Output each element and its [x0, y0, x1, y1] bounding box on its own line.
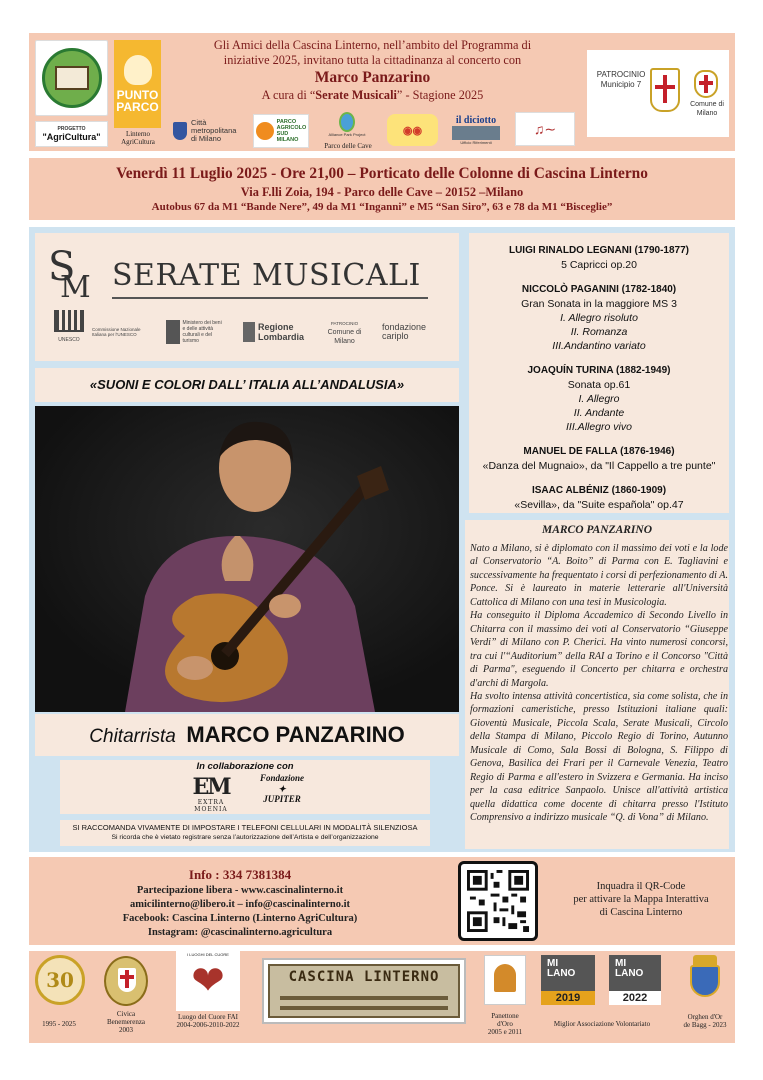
- milano-award-2022: [609, 955, 661, 1005]
- fondazione-label: Fondazione: [259, 773, 304, 783]
- metropolitana-label: Città metropolitana di Milano: [191, 118, 237, 143]
- civica-crest-cross-h: [120, 975, 134, 979]
- ildiciotto-label: il diciotto: [455, 115, 497, 126]
- footer-caption-6: Orghen d'Or de Bagg - 2023: [683, 1013, 727, 1030]
- extra-moenia-logo: [180, 775, 242, 811]
- ildiciotto-sub: Ufficio Riferimenti: [460, 140, 492, 145]
- event-band: [29, 158, 735, 220]
- program-composer: MANUEL DE FALLA (1876-1946): [523, 446, 675, 457]
- info-line-3[interactable]: Facebook: Cascina Linterno (Linterno AgriCultura): [122, 913, 358, 924]
- header-line-2: iniziative 2025, invitano tutta la cittadinanza al concerto con: [223, 53, 522, 67]
- program-movement: III.Andantino variato: [552, 340, 646, 352]
- info-text: [40, 866, 440, 940]
- milano-award-2019-year: 2019: [541, 991, 595, 1005]
- agricultura-logo: [35, 121, 108, 147]
- serate-m-glyph: M: [60, 270, 91, 305]
- em-glyph: EM: [192, 774, 230, 800]
- program-movement: II. Romanza: [570, 326, 628, 338]
- drop-icon: [339, 112, 355, 132]
- sponsor-lombardia: Regione Lombardia: [243, 322, 307, 342]
- tree-icon: [124, 55, 152, 85]
- fai-top-label: I LUOGHI DEL CUORE: [187, 952, 229, 957]
- unesco-icon: [54, 310, 84, 332]
- qr-code-icon: [467, 870, 529, 932]
- concert-title-box: [35, 368, 459, 402]
- event-line-2: Via F.lli Zoia, 194 - Parco delle Cave – 20152 –Milano: [240, 185, 524, 199]
- alliance-label: Alliance Park Project: [328, 132, 366, 137]
- info-line-1: Partecipazione libera - www.cascinalinterno.it: [136, 885, 344, 896]
- milano-award-2022-label: MI LANO: [615, 958, 644, 979]
- info-phone: Info : 334 7381384: [188, 867, 292, 882]
- collab-label: In collaborazione con: [196, 761, 294, 772]
- qr-code[interactable]: [458, 861, 538, 941]
- serate-sm-logo: [48, 244, 92, 305]
- jupiter-logo: [252, 772, 312, 805]
- civica-crest-cross-v: [125, 970, 129, 988]
- punto-parco-logo: [114, 40, 161, 128]
- program-work: «Danza del Mugnaio», da "Il Cappello a tre punte": [482, 460, 716, 472]
- ape-icon: ◉◉: [402, 124, 423, 137]
- serate-sponsors: [92, 312, 442, 352]
- program-work: Gran Sonata in la maggiore MS 3: [521, 298, 677, 310]
- cascina-sign-lines-2: [280, 1006, 448, 1010]
- municipio-crest-bar: [655, 85, 675, 89]
- amici-logo-emblem: [42, 48, 102, 108]
- program-item-albeniz: [469, 484, 729, 512]
- program-movement: III.Allegro vivo: [566, 421, 632, 433]
- program-work: «Sevilla», da "Suite española" op.47: [514, 499, 684, 511]
- metropolitana-logo: [170, 114, 250, 148]
- sponsor-ministero: Ministero dei beni e delle attività culturali e del turismo: [166, 320, 226, 344]
- parco-cave-caption: Parco delle Cave: [324, 142, 372, 150]
- cascina-sign-lines: [280, 996, 448, 1000]
- serate-title: SERATE MUSICALI: [112, 258, 421, 293]
- musica-logo: [515, 112, 575, 146]
- program: [469, 244, 729, 512]
- sponsor-milano: [325, 319, 365, 346]
- program-item-turina: [469, 364, 729, 434]
- orghen-shield-icon: [690, 965, 720, 997]
- program-item-paganini: [469, 283, 729, 353]
- heart-icon: ❤: [191, 958, 225, 1004]
- header-curated: [170, 88, 575, 103]
- milano-award-2022-year: 2022: [609, 991, 661, 1005]
- program-movement: I. Allegro: [578, 393, 620, 405]
- milano-award-2019: [541, 955, 595, 1005]
- cascina-sign: [262, 958, 466, 1024]
- milano-award-2019-label: MI LANO: [547, 958, 576, 979]
- agricultura-label: "AgriCultura": [42, 132, 101, 142]
- program-work: 5 Capricci op.20: [561, 259, 637, 271]
- bio-text: Nato a Milano, si è diplomato con il massimo dei voti e la lode al Conservatorio “A. Boito” di Parma con E. Tagliavini e successivamente ha frequentato i corsi di perfezionamento di A. Ponce. Si è laureato in materie letterarie all'Università Cattolica di Milano con una tesi in Musicologia. Ha conseguito il Diploma Accademico di Secondo Livello in Chitarra con il massimo dei voti al Conservatorio “Giuseppe Verdi” di Milano con P. Cherici. Ha vinto numerosi concorsi, tra cui l'“Auditorium” della RAI a Torino e il Concorso "Città di Parma", eseguendo il Concerto per chitarra e orchestra d'archi di Margola. Ha svolto intensa attività concertistica, sia come solista, che in formazioni cameristiche, presso Istituzioni italiane quali: Gioventù Musicale, Piccola Scala, Serate Musicali, Circolo della Stampa di Milano, Piccolo Regio di Torino, Autunno Musicale di Como, Sala Bossi di Bologna, S. Filippo di Genova, Basilica dei Frari per il Carnevale Venezia, Teatro Regio di Parma e all'estero in Svizzera e Germania. Ha inciso per la casa editrice Sanpaolo. Unisce all'attività artistica quella didattica come docente di chitarra presso l'Istituto Comprensivo a indirizzo musicale “Q. di Vona” di Milano.: [470, 543, 728, 824]
- comune-label: Comune di Milano: [690, 101, 724, 117]
- footer-caption-4: Panettone d'Oro 2005 e 2011: [487, 1012, 523, 1037]
- program-composer: NICCOLÒ PAGANINI (1782-1840): [521, 284, 677, 295]
- curated-name: Serate Musicali: [315, 88, 397, 102]
- panettone-logo: [484, 955, 526, 1005]
- milano-crest-icon: [694, 70, 718, 98]
- program-composer: ISAAC ALBÉNIZ (1860-1909): [531, 485, 667, 496]
- program-work: Sonata op.61: [567, 379, 631, 391]
- info-line-2[interactable]: amicilinterno@libero.it – info@cascinalinterno.it: [130, 899, 350, 910]
- performer-box: [35, 714, 459, 756]
- program-item-legnani: [469, 244, 729, 272]
- sponsor-unesco: UNESCO: [58, 337, 80, 343]
- orghen-crown-icon: [693, 955, 717, 965]
- concert-title: «SUONI E COLORI DALL’ ITALIA ALL’ANDALUSIA»: [89, 377, 405, 392]
- milano-crest-cross-h: [699, 81, 713, 85]
- orghen-crest: [684, 955, 726, 1003]
- sponsor-unesco-it: Commissione Nazionale Italiana per l'UNESCO: [92, 327, 141, 337]
- jupiter-label: JUPITER: [263, 794, 301, 804]
- badge-30: [35, 955, 85, 1005]
- sponsor-patrocinio: PATROCINIO: [330, 320, 359, 326]
- amici-logo: [35, 40, 108, 116]
- ildiciotto-photo: [452, 126, 500, 140]
- notice-box: [60, 820, 430, 846]
- program-composer: JOAQUÍN TURINA (1882-1949): [527, 365, 671, 376]
- linterno-agricultura-caption: Linterno AgriCultura: [121, 130, 155, 147]
- curated-prefix: A cura di “: [261, 88, 316, 102]
- program-item-falla: [469, 445, 729, 473]
- program-composer: LUIGI RINALDO LEGNANI (1790-1877): [508, 245, 690, 256]
- notice-line-2: Si ricorda che è vietato registrare senza l’autorizzazione dell’Artista e dell’organizzazione: [111, 834, 379, 841]
- sponsor-milano-label: Comune di Milano: [327, 328, 362, 345]
- sun-icon: [256, 122, 274, 140]
- colorful-logo: [387, 114, 438, 146]
- info-line-4[interactable]: Instagram: @cascinalinterno.agricultura: [147, 927, 333, 938]
- ildiciotto-logo: [449, 112, 503, 148]
- header-artist: Marco Panzarino: [314, 69, 431, 86]
- curated-suffix: ” - Stagione 2025: [396, 88, 484, 102]
- performer-photo: [35, 406, 459, 712]
- patrocinio-label: PATROCINIO Municipio 7: [596, 70, 646, 89]
- header-text: [170, 38, 575, 103]
- footer-caption-2: Civica Benemerenza 2003: [106, 1010, 146, 1035]
- panettone-icon: [494, 964, 516, 992]
- punto-parco-label: PUNTO PARCO: [116, 88, 159, 114]
- shield-icon: [173, 122, 187, 140]
- municipio-crest-cross: [663, 75, 667, 103]
- parco-sud-label: PARCO AGRICOLO SUD MILANO: [276, 119, 307, 143]
- house-icon: [55, 66, 89, 90]
- event-line-1: Venerdì 11 Luglio 2025 - Ore 21,00 – Porticato delle Colonne di Cascina Linterno: [116, 165, 648, 182]
- parco-sud-logo: [253, 114, 309, 148]
- header-line-1: Gli Amici della Cascina Linterno, nell’ambito del Programma di: [213, 38, 532, 52]
- cascina-sign-label: CASCINA LINTERNO: [288, 969, 440, 985]
- serate-rule: [112, 297, 428, 299]
- qr-caption: Inquadra il QR-Code per attivare la Mappa Interattiva di Cascina Linterno: [573, 881, 709, 918]
- footer-caption-3: Luogo del Cuore FAI 2004-2006-2010-2022: [176, 1013, 240, 1030]
- civica-crest: [104, 956, 148, 1006]
- event-line-3: Autobus 67 da M1 “Bande Nere”, 49 da M1 “Inganni” e M5 “San Siro”, 63 e 78 da M1 “Bisceglie”: [151, 201, 613, 213]
- sponsor-cariplo: fondazione cariplo: [382, 322, 427, 341]
- footer-caption-5: Miglior Associazione Volontariato: [553, 1020, 651, 1028]
- program-movement: II. Andante: [573, 407, 625, 419]
- bio-title: MARCO PANZARINO: [541, 524, 652, 536]
- cascina-sign-board: [268, 964, 460, 1018]
- municipio-crest-icon: [650, 68, 680, 112]
- badge-30-number: 30: [46, 968, 74, 992]
- progetto-label: PROGETTO: [57, 126, 86, 132]
- notice-line-1: SI RACCOMANDA VIVAMENTE DI IMPOSTARE I TELEFONI CELLULARI IN MODALITÀ SILENZIOSA: [72, 823, 418, 832]
- performer-role: Chitarrista: [89, 726, 176, 747]
- extra-moenia-label: EXTRA MOENIA: [194, 799, 228, 813]
- fai-heart: [176, 951, 240, 1011]
- program-movement: I. Allegro risoluto: [560, 312, 638, 324]
- guitarist-illustration: [35, 406, 459, 712]
- parco-cave-logo: [323, 108, 371, 141]
- serate-s-glyph: S: [48, 244, 76, 290]
- footer-caption-1: 1995 - 2025: [42, 1020, 76, 1028]
- performer-name: MARCO PANZARINO: [186, 722, 405, 747]
- note-icon: ♫∼: [533, 120, 557, 137]
- jupiter-star-icon: ✦: [278, 784, 286, 794]
